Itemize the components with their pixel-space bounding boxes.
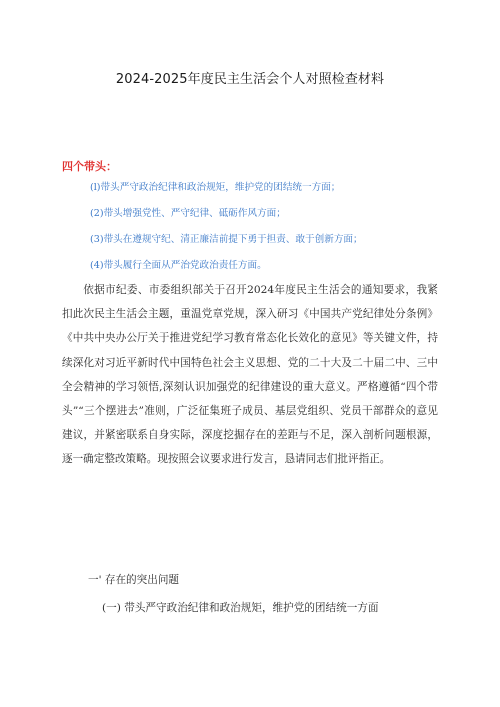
list-item: (3)带头在遵规守纪、清正廉洁前提下勇于担责、敢于创新方面；	[90, 234, 363, 245]
body-paragraph: 依据市纪委、市委组织部关于召开2024年度民主生活会的通知要求，我紧扣此次民主生活会主题，重温党章党规，深入研习《中国共产党纪律处分条例》《中共中央办公厅关于推进党纪学习教育常态化长效化的意见》等关键文件，持续深化对习近平新时代中国特色社会主义思想、党的二十大及二十届二中、三中全会精神的学习领悟,深刻认识加强党的纪律建设的重大意义。严格遵循“四个带头”“三个摆进去”准则，广泛征集班子成员、基层党组织、党员干部群众的意见建议，并紧密联系自身实际，深度挖掘存在的差距与不足，深入剖析问题根源，逐一确定整改策略。现按照会议要求进行发言，恳请同志们批评指正。	[62, 284, 438, 466]
chapter-heading: 一' 存在的突出问题	[88, 574, 180, 586]
list-item: (4)带头履行全面从严治党政治责任方面。	[90, 260, 267, 271]
list-item: (2)带头增强党性、严守纪律、砥砺作风方面；	[90, 208, 286, 219]
section-heading: 四个带头：	[62, 160, 117, 173]
document-title: 2024-2025年度民主生活会个人对照检查材料	[115, 72, 385, 87]
subsection-heading: (一) 带头严守政治纪律和政治规矩，维护党的团结统一方面	[102, 602, 379, 614]
list-item: (l)带头严守政治纪律和政治规矩，维护党的团结统一方面；	[90, 182, 341, 193]
requirement-list	[90, 182, 480, 286]
